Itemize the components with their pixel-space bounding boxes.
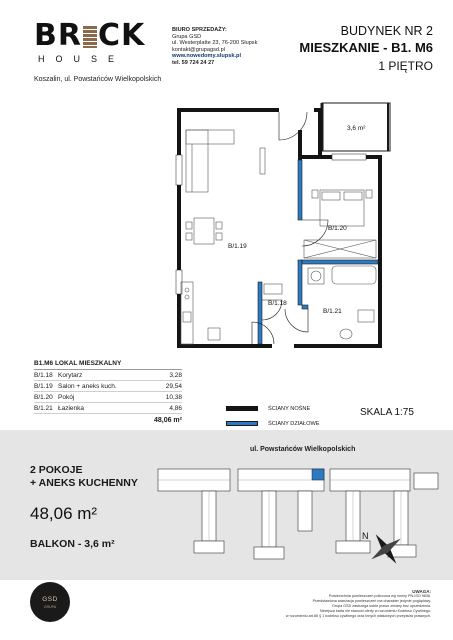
room-name: Salon + aneks kuch. [58, 382, 117, 390]
rooms-count-line2: + ANEKS KUCHENNY [30, 477, 138, 489]
floor-plan [172, 100, 398, 350]
table-row [34, 403, 182, 414]
load-bearing-swatch [226, 406, 258, 411]
legend-item-partition [226, 416, 320, 431]
rooms-table [34, 360, 182, 424]
brick-house-logo [34, 20, 166, 86]
logo-text-left: BR [34, 18, 82, 53]
toilet-icon [340, 329, 352, 339]
room-area: 29,54 [165, 382, 182, 390]
logo-text-right: CK [97, 18, 146, 53]
street-label: ul. Powstańców Wielkopolskich [250, 446, 356, 453]
disclaimer-line: Powierzchnia pomieszczeń policzona wg normy PN-ISO 9836. [328, 594, 431, 598]
apartment-header [299, 24, 433, 74]
balcony-area-label: 3,6 m² [347, 125, 366, 132]
logo-wordmark [34, 20, 145, 52]
dining-table-icon [186, 218, 222, 244]
rooms-table-heading: B1.M6 LOKAL MIESZKALNY [34, 360, 182, 370]
rooms-total-area: 48,06 m² [153, 417, 182, 424]
tv-unit-icon [260, 148, 265, 174]
apartment-title: MIESZKANIE - B1. M6 [299, 40, 433, 55]
room-label-bedroom: B/1.20 [328, 225, 347, 232]
gsd-logo-text: GSD [42, 596, 58, 603]
balcony-area-summary: BALKON - 3,6 m² [30, 538, 115, 550]
table-row [34, 381, 182, 392]
room-name: Łazienka [58, 404, 85, 412]
room-code: B/1.19 [34, 382, 53, 390]
disclaimer-note [231, 589, 431, 619]
office-email[interactable]: kontakt@grupagsd.pl [172, 46, 225, 53]
sink-icon [358, 310, 374, 322]
total-area: 48,06 m² [30, 504, 98, 523]
room-label-hallway: B/1.18 [268, 300, 287, 307]
legend-label: ŚCIANY DZIAŁOWE [268, 420, 320, 427]
compass [362, 527, 408, 572]
brick-icon [83, 26, 97, 48]
room-code: B/1.21 [34, 404, 53, 412]
compass-north-label: N [362, 531, 369, 541]
table-row [34, 392, 182, 403]
office-address: ul. Westerplatte 23, 76-200 Słupsk [172, 40, 258, 47]
wardrobe-icon [304, 240, 376, 258]
disclaimer-line: Przedstawiona aranżacja pomieszczeń ma charakter jedynie poglądowy. [312, 599, 431, 603]
gsd-logo-subtitle: GRUPA [43, 605, 57, 609]
rooms-count-line1: 2 POKOJE [30, 464, 83, 476]
logo-subtitle: HOUSE [38, 54, 126, 64]
room-area: 10,38 [165, 393, 182, 401]
bed-icon [312, 190, 372, 226]
office-company: Grupa GSD [172, 33, 202, 40]
floor-title: 1 PIĘTRO [378, 59, 433, 73]
disclaimer-line: w rozumieniu art.66 § 1 kodeksu cywilnego oraz innych właściwych przepisów prawnych. [285, 614, 431, 618]
hallway-cabinet-icon [264, 284, 282, 294]
gsd-logo [30, 582, 70, 622]
room-code: B/1.18 [34, 371, 53, 379]
disclaimer-line: Niniejsza karta nie stanowi oferty w rozumieniu Kodeksu Cywilnego. [319, 609, 431, 613]
wall-legend [226, 401, 320, 431]
disclaimer-line: Grupa GSD zastrzega sobie prawo zmiany bez uprzedzenia. [332, 604, 431, 608]
room-label-living: B/1.19 [228, 243, 247, 250]
room-area: 4,86 [169, 404, 182, 412]
rooms-count [30, 464, 138, 490]
highlighted-apartment [312, 469, 324, 480]
washer-icon [308, 268, 324, 284]
table-row [34, 370, 182, 381]
bathtub-icon [332, 266, 376, 284]
sales-office-info [172, 27, 292, 67]
office-phone[interactable]: tel. 59 724 24 27 [172, 59, 215, 66]
room-label-bathroom: B/1.21 [323, 308, 342, 315]
room-code: B/1.20 [34, 393, 53, 401]
office-title: BIURO SPRZEDAŻY: [172, 27, 227, 33]
room-area: 3,28 [169, 371, 182, 379]
disclaimer-title: UWAGA: [412, 589, 431, 594]
location-text: Koszalin, ul. Powstańców Wielkopolskich [34, 76, 162, 83]
office-website-link[interactable]: www.nowedomy.slupsk.pl [172, 53, 241, 60]
legend-label: ŚCIANY NOŚNE [268, 405, 311, 412]
room-name: Pokój [58, 393, 75, 401]
kitchen-counter-icon [181, 282, 220, 344]
scale-label: SKALA 1:75 [360, 407, 414, 418]
building-title: BUDYNEK NR 2 [340, 24, 433, 38]
room-name: Korytarz [58, 371, 83, 379]
sofa-icon [186, 130, 234, 192]
legend-item-load-bearing [226, 401, 320, 416]
partition-swatch [226, 421, 258, 426]
